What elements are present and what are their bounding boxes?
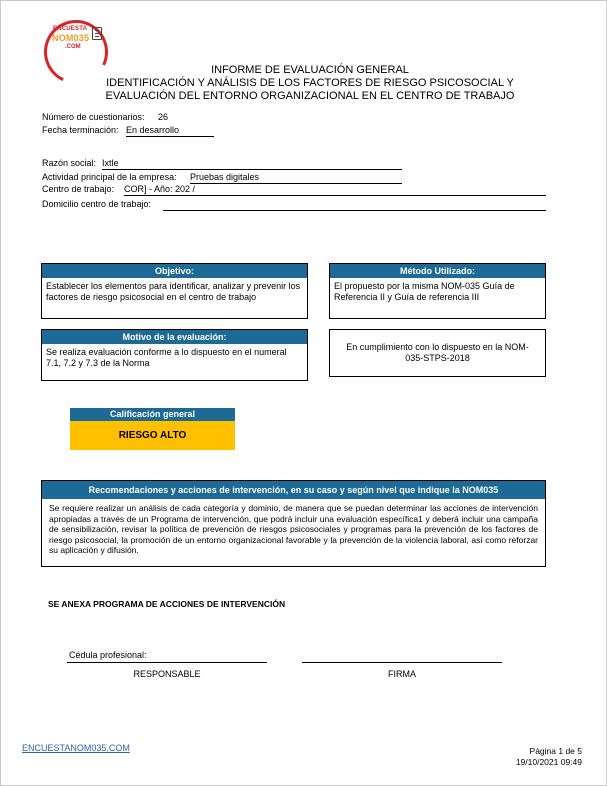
signature-line bbox=[302, 662, 502, 663]
address-label: Domicilio centro de trabajo: bbox=[42, 199, 152, 209]
license-label: Cédula profesional: bbox=[69, 650, 147, 660]
logo-line1: ENCUESTA bbox=[53, 26, 88, 32]
logo bbox=[44, 20, 110, 60]
website-link[interactable]: ENCUESTANOM035.COM bbox=[22, 743, 130, 753]
rating-title: Calificación general bbox=[70, 408, 235, 421]
logo-line2: NOM035 bbox=[52, 33, 90, 43]
company-name-label: Razón social: bbox=[42, 158, 97, 168]
end-date-label: Fecha terminación: bbox=[42, 125, 119, 135]
recommendations-title: Recomendaciones y acciones de intervención, en su caso y según nivel que indique la NOM035 bbox=[42, 481, 545, 499]
questionnaires-label: Número de cuestionarios: bbox=[42, 112, 145, 122]
questionnaires-value: 26 bbox=[158, 112, 169, 122]
activity-label: Actividad principal de la empresa: bbox=[42, 172, 177, 182]
workplace-label: Centro de trabajo: bbox=[42, 184, 115, 194]
workplace-value: COR] - Año: 202 / bbox=[124, 184, 546, 196]
objective-text: Establecer los elementos para identificar, analizar y prevenir los factores de riesgo psicosocial en el centro de trabajo bbox=[46, 281, 301, 302]
annex-note: SE ANEXA PROGRAMA DE ACCIONES DE INTERVENCIÓN bbox=[48, 599, 286, 609]
recommendations-text: Se requiere realizar un análisis de cada categoría y dominio, de manera que se puedan determinar las acciones de intervención apropiadas a través de un Programa de intervención, que podrá incluir una evaluación específica1 y deberá incluir una campaña de sensibilización, revisar la política de prevención de riesgos psicosociales y programas para la prevención de los factores de riesgo psicosocial, la promoción de un entorno organizacional favorable y la prevención de la violencia laboral, así como reforzar su aplicación y difusión. bbox=[49, 503, 538, 555]
print-datetime: 19/10/2021 09:49 bbox=[515, 757, 582, 767]
objective-box bbox=[41, 263, 308, 319]
rating-value: RIESGO ALTO bbox=[70, 421, 235, 450]
report-title: INFORME DE EVALUACIÓN GENERAL bbox=[211, 64, 409, 76]
compliance-box bbox=[329, 329, 546, 377]
clipboard-icon bbox=[92, 27, 102, 40]
method-box bbox=[329, 263, 546, 319]
address-value bbox=[163, 199, 546, 211]
reason-title: Motivo de la evaluación: bbox=[42, 330, 307, 344]
objective-title: Objetivo: bbox=[42, 264, 307, 278]
end-date-value: En desarrollo bbox=[126, 125, 214, 137]
report-subtitle-2: EVALUACIÓN DEL ENTORNO ORGANIZACIONAL EN EL CENTRO DE TRABAJO bbox=[105, 90, 515, 102]
rating-box bbox=[70, 408, 235, 450]
company-name-value: Ixtle bbox=[102, 158, 402, 170]
reason-text: Se realiza evaluación conforme a lo dispuesto en el numeral 7.1, 7.2 y 7.3 de la Norma bbox=[46, 347, 287, 368]
compliance-text: En cumplimiento con lo dispuesto en la NOM-035-STPS-2018 bbox=[346, 342, 529, 363]
activity-value: Pruebas digitales bbox=[190, 172, 402, 184]
method-title: Método Utilizado: bbox=[330, 264, 545, 278]
page-number: Página 1 de 5 bbox=[529, 746, 582, 756]
method-text: El propuesto por la misma NOM-035 Guía de Referencia II y Guía de referencia III bbox=[334, 281, 515, 302]
reason-box bbox=[41, 329, 308, 381]
report-subtitle-1: IDENTIFICACIÓN Y ANÁLISIS DE LOS FACTORES DE RIESGO PSICOSOCIAL Y bbox=[106, 77, 514, 89]
logo-line3: .COM bbox=[65, 44, 81, 50]
signature-label: FIRMA bbox=[388, 669, 416, 679]
responsible-line bbox=[67, 662, 267, 663]
responsible-label: RESPONSABLE bbox=[133, 669, 201, 679]
recommendations-box bbox=[41, 480, 546, 567]
